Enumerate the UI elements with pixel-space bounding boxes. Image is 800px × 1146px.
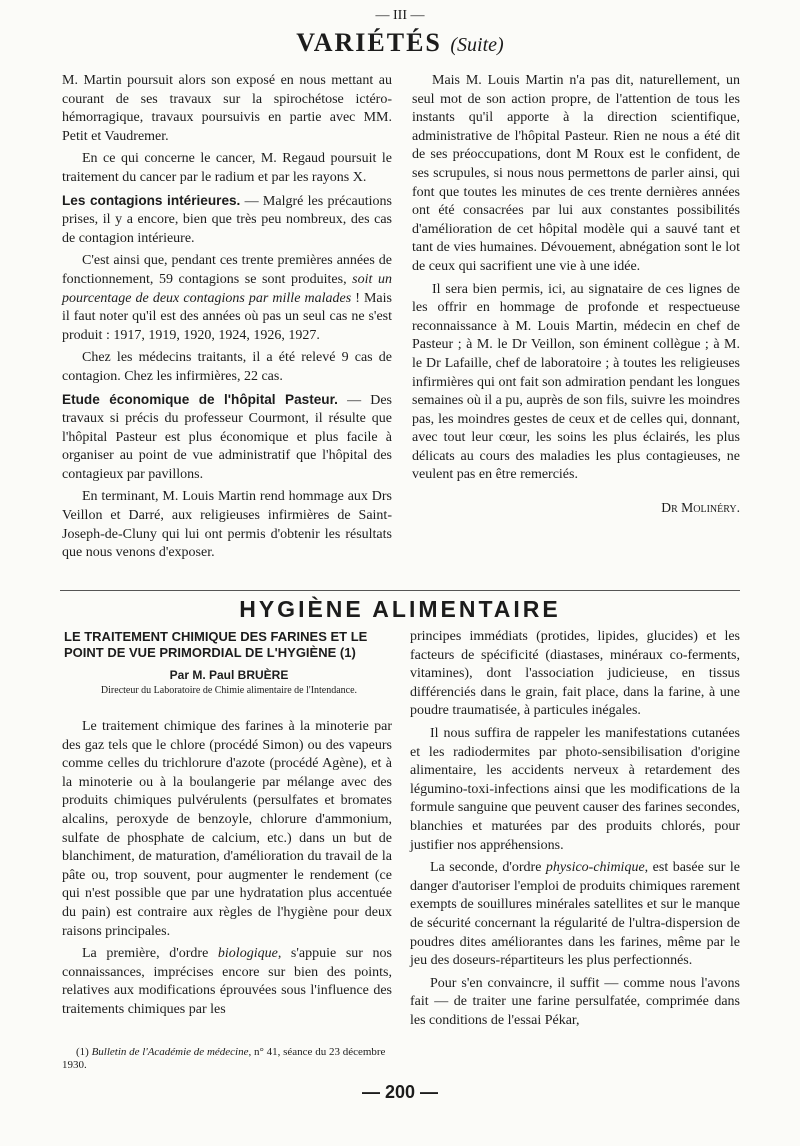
paragraph: Etude économique de l'hôpital Pasteur. — Des travaux si précis du professeur Courmont, il résulte que l'hôpital Pasteur est plus économique et plus facile à organiser au point de vue administratif que l'hôpital des contagieux par pavillons. (62, 391, 393, 482)
paragraph: Mais M. Louis Martin n'a pas dit, naturellement, un seul mot de son action propre, de l'attention de tous les instants qu'il apporte à la direction scientifique, administrative de l'hôpital Pasteur. Rien ne nous a été dit de ses préoccupations, dont M Roux est le confident, de ses scrupules, si nous nous permettons de parler ainsi, qui font que toutes les minutes de ces trente dernières années ont été consacrées par lui aux constantes possibilités d'amélioration de cet hôpital modèle qui a sauvé tant et tant de vies humaines. Dévouement, abnégation sont le lot de ceux qui sacrifient une vie à une idée. (412, 73, 740, 274)
article-byline: Par M. Paul BRUÈRE (169, 668, 289, 682)
varietes-title: VARIÉTÉS (296, 28, 442, 57)
subheading: Etude économique de l'hôpital Pasteur. (62, 391, 338, 407)
paragraph: Pour s'en convaincre, il suffit — comme nous l'avons fait — de traiter une farine persulfatée, comprimée dans les conditions de l'essai Pékar, (410, 975, 740, 1028)
paragraph: principes immédiats (protides, lipides, glucides) et les facteurs de spécificité (diastases, minéraux co-ferments, vitamines), dont l'association judicieuse, en tissus différenciés dans le grain, fait place, dans la farine, à une poudre traumatisée, à particules inégales. (410, 629, 740, 719)
paragraph: En terminant, M. Louis Martin rend hommage aux Drs Veillon et Darré, aux religieuses infirmières de Saint-Joseph-de-Cluny qui lui ont permis d'obtenir les résultats que nous venons d'exposer. (62, 489, 392, 561)
varietes-right-column (412, 72, 740, 518)
varietes-left-column (62, 72, 392, 567)
page-header-roman: — III — (375, 8, 425, 23)
paragraph: M. Martin poursuit alors son exposé en nous mettant au courant de ses travaux sur la spirochétose ictéro-hémorragique, travaux poursuivis en partie avec MM. Petit et Vaudremer. (62, 73, 392, 144)
paragraph: Le traitement chimique des farines à la minoterie par des gaz tels que le chlore (procédé Simon) ou des vapeurs comme celles du trichlorure d'azote (procédé Agène), et à la minoterie ou à la boulangerie par mélange avec des produits chimiques pulvérulents (persulfates et bromates alcalins, peroxyde de benzoyle, chlorure d'ammonium, sulfate de phosphate de calcium, etc.) dans un but de blanchiment, de maturation, d'amélioration du travail de la pâte ou, trop souvent, pour augmenter le rendement (ce qui n'est possible que par une hydratation plus accentuée du pain) est contraire aux règles de l'hygiène pour deux raisons principales. (62, 719, 392, 939)
footnote: (1) Bulletin de l'Académie de médecine, n° 41, séance du 23 décembre 1930. (62, 1046, 386, 1071)
section-divider (60, 590, 740, 591)
paragraph: Chez les médecins traitants, il a été relevé 9 cas de contagion. Chez les infirmières, 22 cas. (62, 350, 392, 384)
paragraph: La seconde, d'ordre physico-chimique, est basée sur le danger d'autoriser l'emploi de produits chimiques rarement exempts de souillures minérales satellites et sur le manque de sécurité concernant la régularité de l'ultra-dispersion de poudres dites améliorantes dans les farines, même par le jeu des doseurs-répartiteurs les plus perfectionnés. (410, 860, 740, 969)
paragraph: Il sera bien permis, ici, au signataire de ces lignes de les offrir en hommage de profonde et respectueuse reconnaissance à M. Louis Martin, médecin en chef de Pasteur ; à M. le Dr Veillon, son éminent collègue ; à M. le Dr Lafaille, chef de laboratoire ; à toutes les religieuses infirmières qui ont fait son admiration pendant les longues semaines où il a pu, auprès de son fils, suivre les moindres pas, les moindres gestes de ceux et de celles qui, donnant, avec tout leur cœur, les soins les plus éclairés, les plus délicats au cours des maladies les plus contagieuses, ne veulent pas en être remerciés. (412, 281, 740, 483)
paragraph: La première, d'ordre biologique, s'appuie sur nos connaissances, imprécises encore sur bien des points, relatives aux modifications éprouvées sous l'influence des traitements chimiques par les (62, 946, 392, 1017)
hygiene-left-column (62, 718, 392, 1024)
varietes-suite: (Suite) (450, 34, 504, 56)
hygiene-right-column (410, 628, 740, 1034)
author-affiliation: Directeur du Laboratoire de Chimie alimentaire de l'Intendance. (100, 685, 358, 696)
section-title-hygiene: HYGIÈNE ALIMENTAIRE (239, 596, 561, 622)
paragraph: C'est ainsi que, pendant ces trente premières années de fonctionnement, 59 contagions se sont produites, soit un pourcentage de deux contagions par mille malades ! Mais il faut noter qu'il est des années où pas un seul cas ne s'est produit : 1917, 1919, 1920, 1924, 1926, 1927. (62, 253, 392, 343)
subheading: Les contagions intérieures. (62, 192, 241, 208)
signature: Dr Molinéry. (661, 500, 740, 516)
paragraph: Les contagions intérieures. — Malgré les précautions prises, il y a encore, bien que très peu nombreux, des cas de contagion intérieure. (62, 192, 393, 246)
page-number: — 200 — (361, 1082, 439, 1102)
paragraph: En ce qui concerne le cancer, M. Regaud poursuit le traitement du cancer par le radium et par les rayons X. (62, 151, 392, 185)
paragraph: Il nous suffira de rappeler les manifestations cutanées et les radiodermites par photo-sensibilisation d'origine alimentaire, les accidents nerveux à retardement des légumino-toxi-infections ainsi que les modifications de la formule sanguine que peuvent causer des farines secondes, blanchies et maturées par des produits chlorés, pour justifier nos appréhensions. (410, 725, 740, 853)
section-title-varietes (0, 28, 800, 58)
article-title: LE TRAITEMENT CHIMIQUE DES FARINES ET LE POINT DE VUE PRIMORDIAL DE L'HYGIÈNE (1) (64, 629, 368, 660)
